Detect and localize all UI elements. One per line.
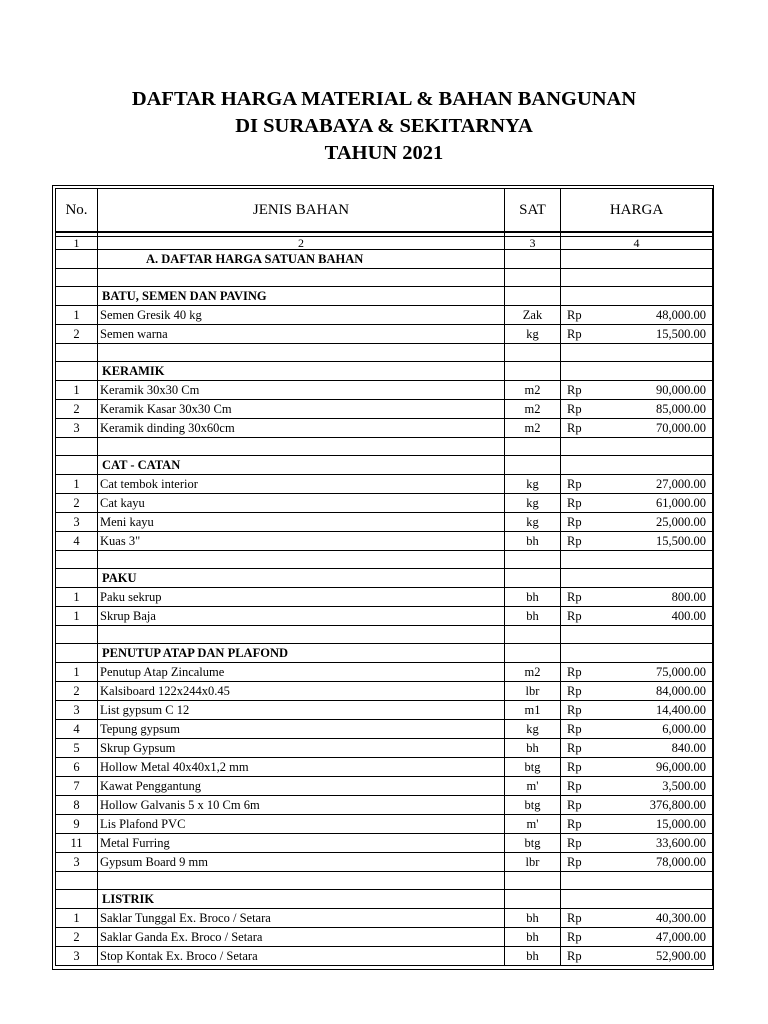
document-title	[0, 86, 768, 167]
item-unit: m2	[505, 381, 561, 400]
price-value: 84,000.00	[656, 683, 706, 698]
blank-cell	[505, 438, 561, 456]
blank-row	[56, 438, 713, 456]
price-value: 75,000.00	[656, 664, 706, 679]
item-price	[561, 513, 713, 532]
blank-cell	[56, 872, 98, 890]
section-unit	[505, 456, 561, 475]
item-name: Skrup Baja	[98, 607, 505, 626]
blank-cell	[561, 626, 713, 644]
item-unit: m1	[505, 701, 561, 720]
item-price	[561, 532, 713, 551]
section-header-row	[56, 362, 713, 381]
item-price	[561, 853, 713, 872]
section-price	[561, 569, 713, 588]
currency-label: Rp	[567, 683, 582, 698]
currency-label: Rp	[567, 929, 582, 944]
section-no	[56, 569, 98, 588]
blank-row	[56, 344, 713, 362]
column-number-name: 2	[98, 237, 505, 250]
item-name: Gypsum Board 9 mm	[98, 853, 505, 872]
price-value: 15,500.00	[656, 326, 706, 341]
blank-cell	[56, 626, 98, 644]
table-row	[56, 720, 713, 739]
item-unit: kg	[505, 720, 561, 739]
table-row	[56, 513, 713, 532]
blank-cell	[56, 551, 98, 569]
price-value: 6,000.00	[662, 721, 706, 736]
title-line-3: TAHUN 2021	[324, 142, 444, 164]
price-value: 85,000.00	[656, 401, 706, 416]
item-name: Kalsiboard 122x244x0.45	[98, 682, 505, 701]
table-row	[56, 928, 713, 947]
item-name: Tepung gypsum	[98, 720, 505, 739]
table-row	[56, 381, 713, 400]
item-name: Penutup Atap Zincalume	[98, 663, 505, 682]
header-name: JENIS BAHAN	[98, 189, 505, 233]
table-row	[56, 853, 713, 872]
item-unit: kg	[505, 325, 561, 344]
blank-cell	[505, 872, 561, 890]
item-number: 1	[56, 475, 98, 494]
blank-cell	[98, 626, 505, 644]
section-title: PAKU	[98, 569, 505, 588]
item-unit: m'	[505, 777, 561, 796]
item-name: Keramik dinding 30x60cm	[98, 419, 505, 438]
section-unit	[505, 644, 561, 663]
blank-cell	[98, 344, 505, 362]
price-value: 15,500.00	[656, 533, 706, 548]
item-number: 1	[56, 663, 98, 682]
item-number: 3	[56, 947, 98, 966]
blank-cell	[98, 269, 505, 287]
item-price	[561, 663, 713, 682]
section-no	[56, 890, 98, 909]
item-number: 2	[56, 325, 98, 344]
blank-row	[56, 269, 713, 287]
section-price	[561, 250, 713, 269]
currency-label: Rp	[567, 721, 582, 736]
table-row	[56, 607, 713, 626]
section-header-row	[56, 250, 713, 269]
table-row	[56, 588, 713, 607]
item-unit: m2	[505, 663, 561, 682]
item-number: 2	[56, 400, 98, 419]
item-name: Kuas 3"	[98, 532, 505, 551]
item-price	[561, 928, 713, 947]
table-row	[56, 494, 713, 513]
table-row	[56, 834, 713, 853]
blank-cell	[98, 551, 505, 569]
blank-cell	[561, 269, 713, 287]
item-number: 4	[56, 720, 98, 739]
currency-label: Rp	[567, 702, 582, 717]
blank-cell	[98, 438, 505, 456]
currency-label: Rp	[567, 420, 582, 435]
currency-label: Rp	[567, 382, 582, 397]
blank-row	[56, 551, 713, 569]
currency-label: Rp	[567, 835, 582, 850]
currency-label: Rp	[567, 759, 582, 774]
item-name: Stop Kontak Ex. Broco / Setara	[98, 947, 505, 966]
table-row	[56, 758, 713, 777]
item-name: Paku sekrup	[98, 588, 505, 607]
section-price	[561, 456, 713, 475]
currency-label: Rp	[567, 495, 582, 510]
item-price	[561, 834, 713, 853]
column-number-no: 1	[56, 237, 98, 250]
currency-label: Rp	[567, 307, 582, 322]
item-price	[561, 419, 713, 438]
price-value: 25,000.00	[656, 514, 706, 529]
item-price	[561, 758, 713, 777]
price-value: 400.00	[671, 608, 706, 623]
header-price: HARGA	[561, 189, 713, 233]
price-value: 90,000.00	[656, 382, 706, 397]
header-unit: SAT	[505, 189, 561, 233]
item-name: Kawat Penggantung	[98, 777, 505, 796]
section-header-row	[56, 569, 713, 588]
item-number: 9	[56, 815, 98, 834]
item-unit: bh	[505, 607, 561, 626]
price-value: 14,400.00	[656, 702, 706, 717]
item-unit: bh	[505, 947, 561, 966]
item-name: Lis Plafond PVC	[98, 815, 505, 834]
item-name: Cat kayu	[98, 494, 505, 513]
item-price	[561, 607, 713, 626]
table-row	[56, 325, 713, 344]
table-row	[56, 682, 713, 701]
table-row	[56, 532, 713, 551]
item-price	[561, 494, 713, 513]
item-name: Hollow Metal 40x40x1,2 mm	[98, 758, 505, 777]
price-value: 96,000.00	[656, 759, 706, 774]
section-price	[561, 890, 713, 909]
table-row	[56, 947, 713, 966]
item-number: 3	[56, 513, 98, 532]
item-price	[561, 400, 713, 419]
item-name: Semen Gresik 40 kg	[98, 306, 505, 325]
column-number-row	[56, 237, 713, 250]
item-name: List gypsum C 12	[98, 701, 505, 720]
currency-label: Rp	[567, 608, 582, 623]
blank-cell	[505, 344, 561, 362]
price-value: 48,000.00	[656, 307, 706, 322]
price-value: 33,600.00	[656, 835, 706, 850]
table-row	[56, 701, 713, 720]
price-value: 52,900.00	[656, 948, 706, 963]
item-name: Hollow Galvanis 5 x 10 Cm 6m	[98, 796, 505, 815]
blank-cell	[56, 344, 98, 362]
item-number: 2	[56, 682, 98, 701]
item-unit: Zak	[505, 306, 561, 325]
item-unit: kg	[505, 475, 561, 494]
item-number: 6	[56, 758, 98, 777]
section-header-row	[56, 287, 713, 306]
item-unit: btg	[505, 796, 561, 815]
item-unit: bh	[505, 928, 561, 947]
blank-cell	[56, 438, 98, 456]
item-name: Skrup Gypsum	[98, 739, 505, 758]
item-unit: bh	[505, 739, 561, 758]
item-price	[561, 475, 713, 494]
price-value: 3,500.00	[662, 778, 706, 793]
currency-label: Rp	[567, 514, 582, 529]
blank-cell	[98, 872, 505, 890]
currency-label: Rp	[567, 910, 582, 925]
item-number: 4	[56, 532, 98, 551]
item-price	[561, 720, 713, 739]
blank-cell	[561, 344, 713, 362]
section-title: PENUTUP ATAP DAN PLAFOND	[98, 644, 505, 663]
item-name: Keramik Kasar 30x30 Cm	[98, 400, 505, 419]
table-row	[56, 419, 713, 438]
table-row	[56, 815, 713, 834]
section-price	[561, 644, 713, 663]
blank-cell	[505, 626, 561, 644]
currency-label: Rp	[567, 778, 582, 793]
price-value: 70,000.00	[656, 420, 706, 435]
blank-cell	[561, 872, 713, 890]
section-title: BATU, SEMEN DAN PAVING	[98, 287, 505, 306]
item-number: 2	[56, 928, 98, 947]
blank-cell	[561, 551, 713, 569]
item-name: Metal Furring	[98, 834, 505, 853]
currency-label: Rp	[567, 816, 582, 831]
item-unit: btg	[505, 834, 561, 853]
currency-label: Rp	[567, 740, 582, 755]
item-price	[561, 588, 713, 607]
currency-label: Rp	[567, 797, 582, 812]
item-number: 8	[56, 796, 98, 815]
price-value: 27,000.00	[656, 476, 706, 491]
blank-cell	[561, 438, 713, 456]
table-row	[56, 909, 713, 928]
section-no	[56, 250, 98, 269]
blank-cell	[505, 269, 561, 287]
item-price	[561, 796, 713, 815]
section-price	[561, 287, 713, 306]
item-unit: kg	[505, 494, 561, 513]
section-title: A. DAFTAR HARGA SATUAN BAHAN	[98, 250, 505, 269]
section-unit	[505, 362, 561, 381]
item-number: 1	[56, 588, 98, 607]
currency-label: Rp	[567, 533, 582, 548]
price-value: 800.00	[671, 589, 706, 604]
item-number: 3	[56, 419, 98, 438]
item-price	[561, 325, 713, 344]
blank-row	[56, 626, 713, 644]
table-body	[56, 250, 713, 966]
item-number: 2	[56, 494, 98, 513]
section-no	[56, 287, 98, 306]
price-value: 47,000.00	[656, 929, 706, 944]
item-number: 1	[56, 381, 98, 400]
section-header-row	[56, 456, 713, 475]
table-row	[56, 796, 713, 815]
item-name: Semen warna	[98, 325, 505, 344]
item-number: 1	[56, 909, 98, 928]
currency-label: Rp	[567, 476, 582, 491]
section-no	[56, 456, 98, 475]
blank-cell	[505, 551, 561, 569]
item-unit: m'	[505, 815, 561, 834]
currency-label: Rp	[567, 664, 582, 679]
item-unit: lbr	[505, 682, 561, 701]
item-price	[561, 306, 713, 325]
item-number: 7	[56, 777, 98, 796]
section-header-row	[56, 644, 713, 663]
item-number: 11	[56, 834, 98, 853]
item-name: Keramik 30x30 Cm	[98, 381, 505, 400]
price-value: 40,300.00	[656, 910, 706, 925]
table-row	[56, 475, 713, 494]
table-row	[56, 400, 713, 419]
item-unit: lbr	[505, 853, 561, 872]
price-value: 15,000.00	[656, 816, 706, 831]
item-unit: btg	[505, 758, 561, 777]
section-title: LISTRIK	[98, 890, 505, 909]
header-no: No.	[56, 189, 98, 233]
section-no	[56, 644, 98, 663]
item-number: 5	[56, 739, 98, 758]
item-number: 3	[56, 853, 98, 872]
section-no	[56, 362, 98, 381]
item-price	[561, 381, 713, 400]
table-row	[56, 739, 713, 758]
section-unit	[505, 287, 561, 306]
item-unit: bh	[505, 532, 561, 551]
table-row	[56, 306, 713, 325]
item-unit: kg	[505, 513, 561, 532]
item-price	[561, 909, 713, 928]
currency-label: Rp	[567, 326, 582, 341]
section-title: KERAMIK	[98, 362, 505, 381]
price-table	[55, 188, 713, 966]
item-unit: m2	[505, 400, 561, 419]
blank-cell	[56, 269, 98, 287]
column-number-price: 4	[561, 237, 713, 250]
table-row	[56, 663, 713, 682]
item-price	[561, 701, 713, 720]
currency-label: Rp	[567, 401, 582, 416]
section-title: CAT - CATAN	[98, 456, 505, 475]
price-value: 840.00	[671, 740, 706, 755]
price-value: 376,800.00	[649, 797, 706, 812]
item-number: 3	[56, 701, 98, 720]
item-number: 1	[56, 306, 98, 325]
item-name: Meni kayu	[98, 513, 505, 532]
section-header-row	[56, 890, 713, 909]
item-price	[561, 947, 713, 966]
section-unit	[505, 250, 561, 269]
item-name: Saklar Tunggal Ex. Broco / Setara	[98, 909, 505, 928]
item-price	[561, 815, 713, 834]
item-unit: bh	[505, 909, 561, 928]
column-number-unit: 3	[505, 237, 561, 250]
title-line-1: DAFTAR HARGA MATERIAL & BAHAN BANGUNAN	[131, 88, 637, 110]
price-value: 61,000.00	[656, 495, 706, 510]
item-unit: bh	[505, 588, 561, 607]
table-header-row	[56, 189, 713, 233]
item-price	[561, 777, 713, 796]
item-price	[561, 739, 713, 758]
item-number: 1	[56, 607, 98, 626]
section-unit	[505, 890, 561, 909]
item-price	[561, 682, 713, 701]
currency-label: Rp	[567, 854, 582, 869]
price-value: 78,000.00	[656, 854, 706, 869]
title-line-2: DI SURABAYA & SEKITARNYA	[235, 115, 533, 137]
item-name: Saklar Ganda Ex. Broco / Setara	[98, 928, 505, 947]
section-unit	[505, 569, 561, 588]
item-name: Cat tembok interior	[98, 475, 505, 494]
blank-row	[56, 872, 713, 890]
table-row	[56, 777, 713, 796]
currency-label: Rp	[567, 948, 582, 963]
section-price	[561, 362, 713, 381]
currency-label: Rp	[567, 589, 582, 604]
item-unit: m2	[505, 419, 561, 438]
